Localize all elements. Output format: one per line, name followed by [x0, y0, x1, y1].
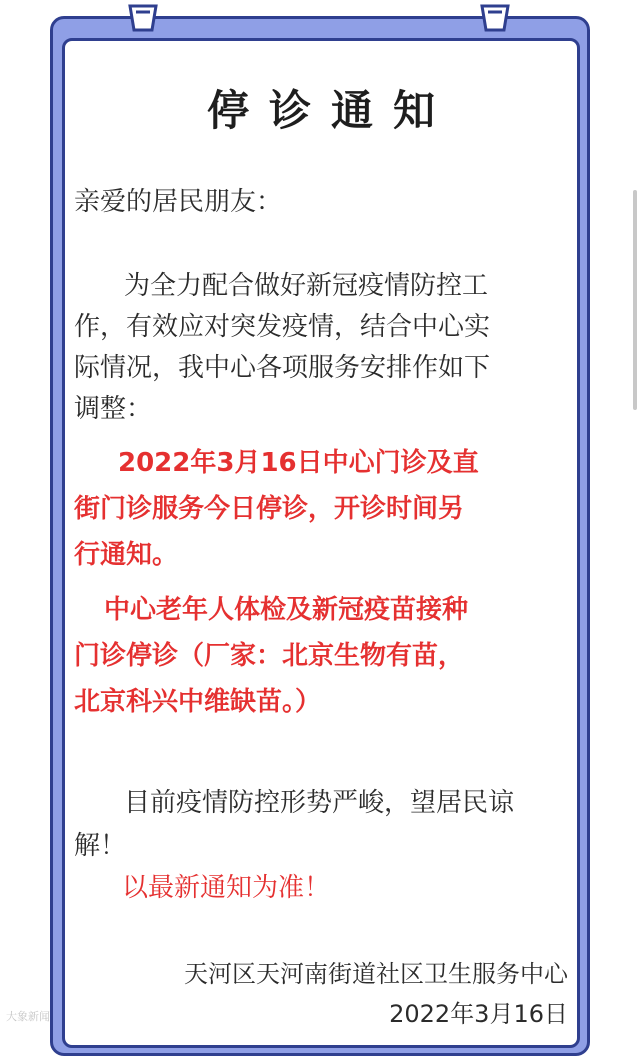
watermark: 大象新闻	[6, 1010, 50, 1023]
paper-clip-icon	[478, 2, 512, 34]
closure-notice-line: 2022年3月16日中心门诊及直	[118, 448, 479, 478]
vaccine-notice-line: 中心老年人体检及新冠疫苗接种	[104, 595, 469, 625]
closure-notice-line: 行通知。	[74, 540, 179, 570]
final-note: 以最新通知为准！	[122, 873, 331, 903]
vaccine-notice-line: 北京科兴中维缺苗。）	[74, 687, 322, 717]
salutation: 亲爱的居民朋友：	[74, 187, 283, 217]
paper-clip-icon	[126, 2, 160, 34]
paragraph-line: 解！	[74, 831, 127, 861]
paragraph-line: 为全力配合做好新冠疫情防控工	[124, 271, 489, 301]
closure-notice-line: 街门诊服务今日停诊，开诊时间另	[74, 494, 465, 524]
issue-date: 2022年3月16日	[389, 1000, 568, 1028]
vaccine-notice-line: 门诊停诊（厂家：北京生物有苗，	[74, 641, 465, 671]
notice-title: 停诊通知	[206, 86, 455, 135]
scrollbar[interactable]	[633, 190, 637, 410]
issuer-signature: 天河区天河南街道社区卫生服务中心	[184, 960, 568, 988]
paragraph-line: 作，有效应对突发疫情，结合中心实	[74, 312, 491, 342]
paragraph-line: 目前疫情防控形势严峻，望居民谅	[124, 788, 515, 818]
paragraph-line: 际情况，我中心各项服务安排作如下	[74, 353, 491, 383]
paragraph-line: 调整：	[74, 394, 153, 424]
